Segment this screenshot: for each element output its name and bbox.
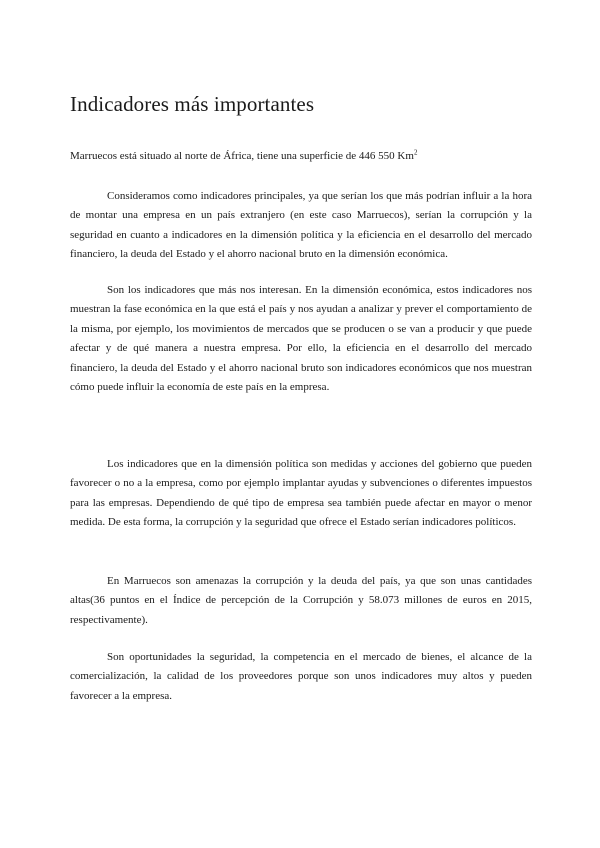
paragraph-economic-dimension: Son los indicadores que más nos interesan. En la dimensión económica, estos indicadores nos muestran la fase económica en la que está el país y nos ayudan a analizar y prever el comportamiento de la misma, por ejemplo, los movimientos de mercados que se producen o se van a producir y que puede afectar y de qué manera a nuestra empresa. Por ello, la eficiencia en el desarrollo del mercado financiero, la deuda del Estado y el ahorro nacional bruto son indicadores económicos que nos muestran cómo puede influir la economía de este país en la empresa. bbox=[70, 284, 532, 394]
intro-line bbox=[70, 150, 417, 162]
document-title: Indicadores más importantes bbox=[70, 92, 315, 116]
paragraph-main-indicators: Consideramos como indicadores principales, ya que serían los que más podrían influir a la hora de montar una empresa en un país extranjero (en este caso Marruecos), serían la corrupción y la seguridad en cuanto a indicadores en la dimensión política y la eficiencia en el desarrollo del mercado financiero, la deuda del Estado y el ahorro nacional bruto en la dimensión económica. bbox=[70, 190, 532, 261]
intro-superscript: 2 bbox=[413, 148, 418, 157]
paragraph-political-dimension: Los indicadores que en la dimensión política son medidas y acciones del gobierno que pueden favorecer o no a la empresa, como por ejemplo implantar ayudas y subvenciones o diferentes impuestos para las empresas. Dependiendo de qué tipo de empresa sea también puede afectar en mayor o menor medida. De esta forma, la corrupción y la seguridad que ofrece el Estado serían indicadores políticos. bbox=[70, 458, 532, 529]
paragraph-opportunities: Son oportunidades la seguridad, la competencia en el mercado de bienes, el alcance de la comercialización, la calidad de los proveedores porque son unos indicadores muy altos y pueden favorecer a la empresa. bbox=[70, 651, 532, 702]
intro-text: Marruecos está situado al norte de África, tiene una superficie de 446 550 Km bbox=[70, 150, 414, 162]
paragraph-threats: En Marruecos son amenazas la corrupción y la deuda del país, ya que son unas cantidades altas(36 puntos en el Índice de percepción de la Corrupción y 58.073 millones de euros en 2015, respectivamente). bbox=[70, 575, 532, 626]
